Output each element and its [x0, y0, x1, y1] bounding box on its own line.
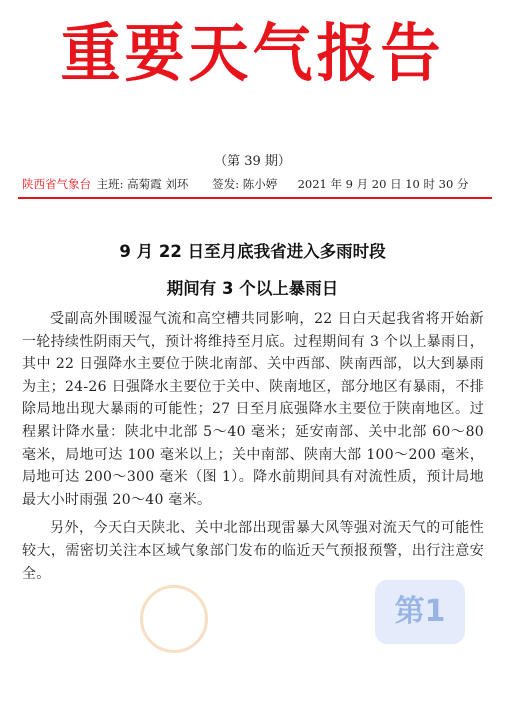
issue-datetime: 2021 年 9 月 20 日 10 时 30 分 [297, 177, 469, 191]
report-meta [22, 176, 492, 192]
header-divider [18, 197, 492, 199]
issue-number: （第 39 期） [214, 154, 291, 169]
report-title: 重要天气报告 [60, 17, 445, 91]
watermark-seal [140, 585, 208, 653]
duty-staff: 主班: 高菊霞 刘环 [96, 177, 189, 191]
headline-line-1: 9 月 22 日至月底我省进入多雨时段 [119, 242, 386, 261]
issuing-org: 陕西省气象台 [22, 177, 91, 191]
paragraph-1: 受副高外围暖湿气流和高空槽共同影响，22 日白天起我省将开始新一轮持续性阴雨天气，预计将维持至月底。过程期间有 3 个以上暴雨日，其中 22 日强降水主要位于陕北南部、关中西部、陕南西部，以大到暴雨为主；24-26 日强降水主要位于关中、陕南地区，部分地区有暴雨，不排除局地出现大暴雨的可能性；27 日至月底强降水主要位于陕南地区。过程累计降水量：陕北中北部 5～40 毫米；延安南部、关中北部 60～80 毫米，局地可达 100 毫米以上；关中南部、陕南大部 100～200 毫米，局地可达 200～300 毫米（图 1）。降水前期间具有对流性质，预计局地最大小时雨强 20～40 毫米。 [22, 311, 485, 508]
signer: 签发: 陈小婷 [212, 177, 278, 191]
paragraph-2: 另外，今天白天陕北、关中北部出现雷暴大风等强对流天气的可能性较大，需密切关注本区域气象部门发布的临近天气预报预警，出行注意安全。 [22, 520, 484, 582]
watermark-badge: 第1 [375, 580, 465, 644]
headline-line-2: 期间有 3 个以上暴雨日 [166, 279, 339, 298]
article-body [22, 308, 484, 585]
